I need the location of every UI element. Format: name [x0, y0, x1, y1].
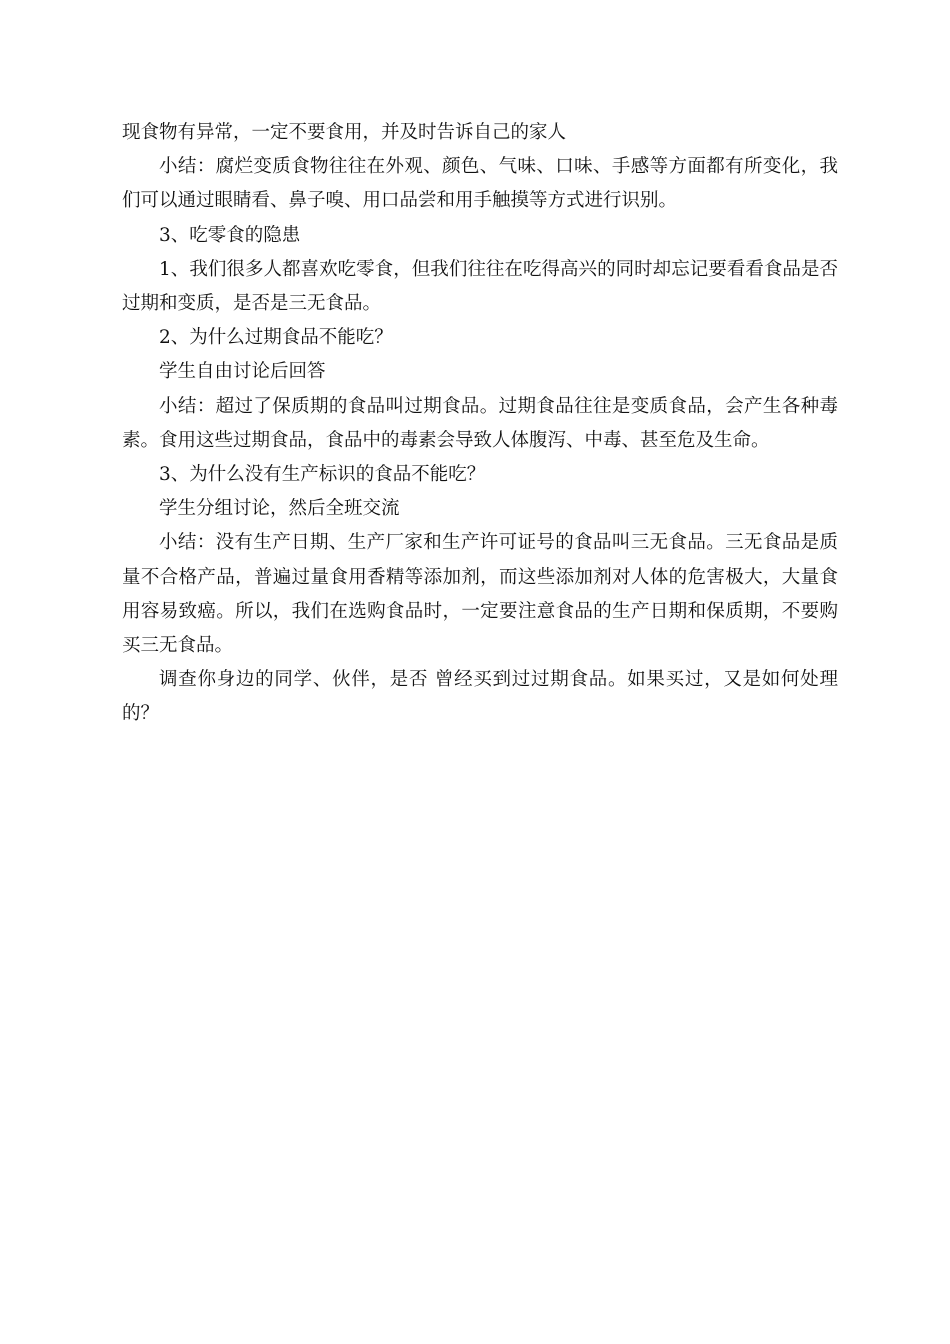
section-heading-snack-hazards: 3、吃零食的隐患 [159, 224, 301, 246]
paragraph-survey-task: 调查你身边的同学、伙伴，是否 曾经买到过过期食品。如果买过，又是如何处理的？ [122, 669, 838, 725]
paragraph-point-1: 1、我们很多人都喜欢吃零食，但我们往往在吃得高兴的同时却忘记要看看食品是否过期和变质，是否是三无食品。 [122, 258, 838, 315]
paragraph-question-expired-food: 2、为什么过期食品不能吃？ [159, 327, 393, 349]
paragraph-summary-three-no-food: 小结：没有生产日期、生产厂家和生产许可证号的食品叫三无食品。三无食品是质量不合格产品，普遍过量食用香精等添加剂，而这些添加剂对人体的危害极大，大量食用容易致癌。所以，我们在选购食品时，一定要注意食品的生产日期和保质期，不要购买三无食品。 [122, 532, 838, 657]
paragraph-activity-free-discussion: 学生自由讨论后回答 [159, 361, 326, 383]
paragraph-continuation: 现食物有异常，一定不要食用，并及时告诉自己的家人 [122, 122, 567, 143]
paragraph-summary-expired-food: 小结：超过了保质期的食品叫过期食品。过期食品往往是变质食品，会产生各种毒素。食用这些过期食品，食品中的毒素会导致人体腹泻、中毒、甚至危及生命。 [122, 395, 838, 451]
paragraph-question-unlabeled-food: 3、为什么没有生产标识的食品不能吃？ [159, 464, 486, 486]
paragraph-activity-group-discussion: 学生分组讨论，然后全班交流 [159, 498, 400, 520]
document-body [122, 116, 838, 732]
paragraph-summary-spoiled-food: 小结：腐烂变质食物往往在外观、颜色、气味、口味、手感等方面都有所变化，我们可以通过眼睛看、鼻子嗅、用口品尝和用手触摸等方式进行识别。 [122, 156, 838, 212]
